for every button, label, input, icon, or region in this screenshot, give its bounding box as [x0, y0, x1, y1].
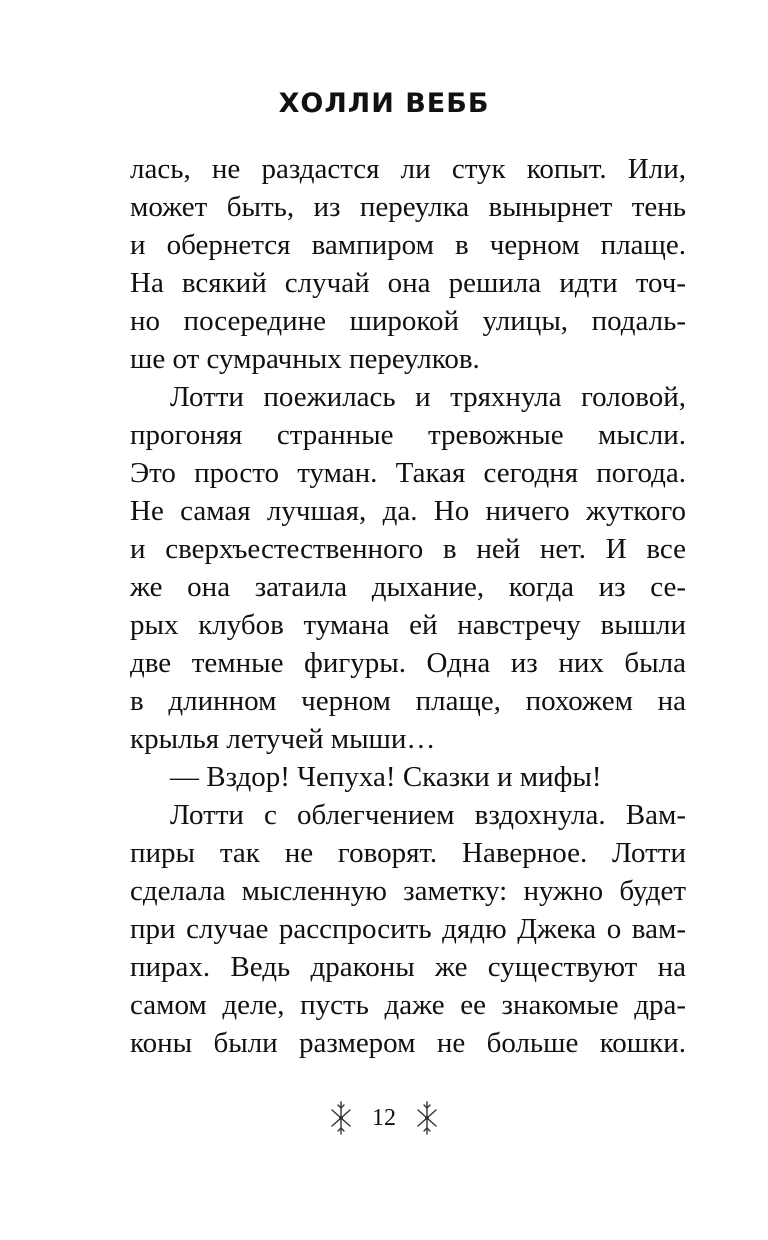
- text-line: может быть, из переулка вынырнет тень: [130, 191, 686, 223]
- text-line: при случае расспросить дядю Джека о вам-: [130, 913, 686, 945]
- text-line: Это просто туман. Такая сегодня погода.: [130, 457, 686, 489]
- text-line: На всякий случай она решила идти точ-: [130, 267, 686, 299]
- text-line: ше от сумрачных переулков.: [130, 343, 480, 375]
- text-line: и сверхъестественного в ней нет. И все: [130, 533, 686, 565]
- text-line: и обернется вампиром в черном плаще.: [130, 229, 686, 261]
- text-line: Лотти поежилась и тряхнула головой,: [170, 381, 686, 413]
- page-number: 12: [372, 1104, 396, 1131]
- text-line: Не самая лучшая, да. Но ничего жуткого: [130, 495, 686, 527]
- text-line: — Вздор! Чепуха! Сказки и мифы!: [170, 761, 602, 793]
- text-line: сделала мысленную заметку: нужно будет: [130, 875, 686, 907]
- text-line: прогоняя странные тревожные мысли.: [130, 419, 686, 451]
- text-line: Лотти с облегчением вздохнула. Вам-: [170, 799, 686, 831]
- snowflake-ornament-icon: [328, 1098, 354, 1138]
- text-line: но посередине широкой улицы, подаль-: [130, 305, 686, 337]
- text-line: пиры так не говорят. Наверное. Лотти: [130, 837, 686, 869]
- text-line: две темные фигуры. Одна из них была: [130, 647, 686, 679]
- text-line: рых клубов тумана ей навстречу вышли: [130, 609, 686, 641]
- snowflake-ornament-icon: [414, 1098, 440, 1138]
- text-line: самом деле, пусть даже ее знакомые дра-: [130, 989, 686, 1021]
- body-text: [130, 150, 686, 1062]
- text-line: пирах. Ведь драконы же существуют на: [130, 951, 686, 983]
- text-line: крылья летучей мыши…: [130, 723, 436, 755]
- text-line: в длинном черном плаще, похожем на: [130, 685, 686, 717]
- text-line: лась, не раздастся ли стук копыт. Или,: [130, 153, 686, 185]
- text-line: же она затаила дыхание, когда из се-: [130, 571, 686, 603]
- running-header: ХОЛЛИ ВЕББ: [278, 88, 490, 119]
- text-line: коны были размером не больше кошки.: [130, 1027, 686, 1059]
- page-footer: [0, 1098, 768, 1138]
